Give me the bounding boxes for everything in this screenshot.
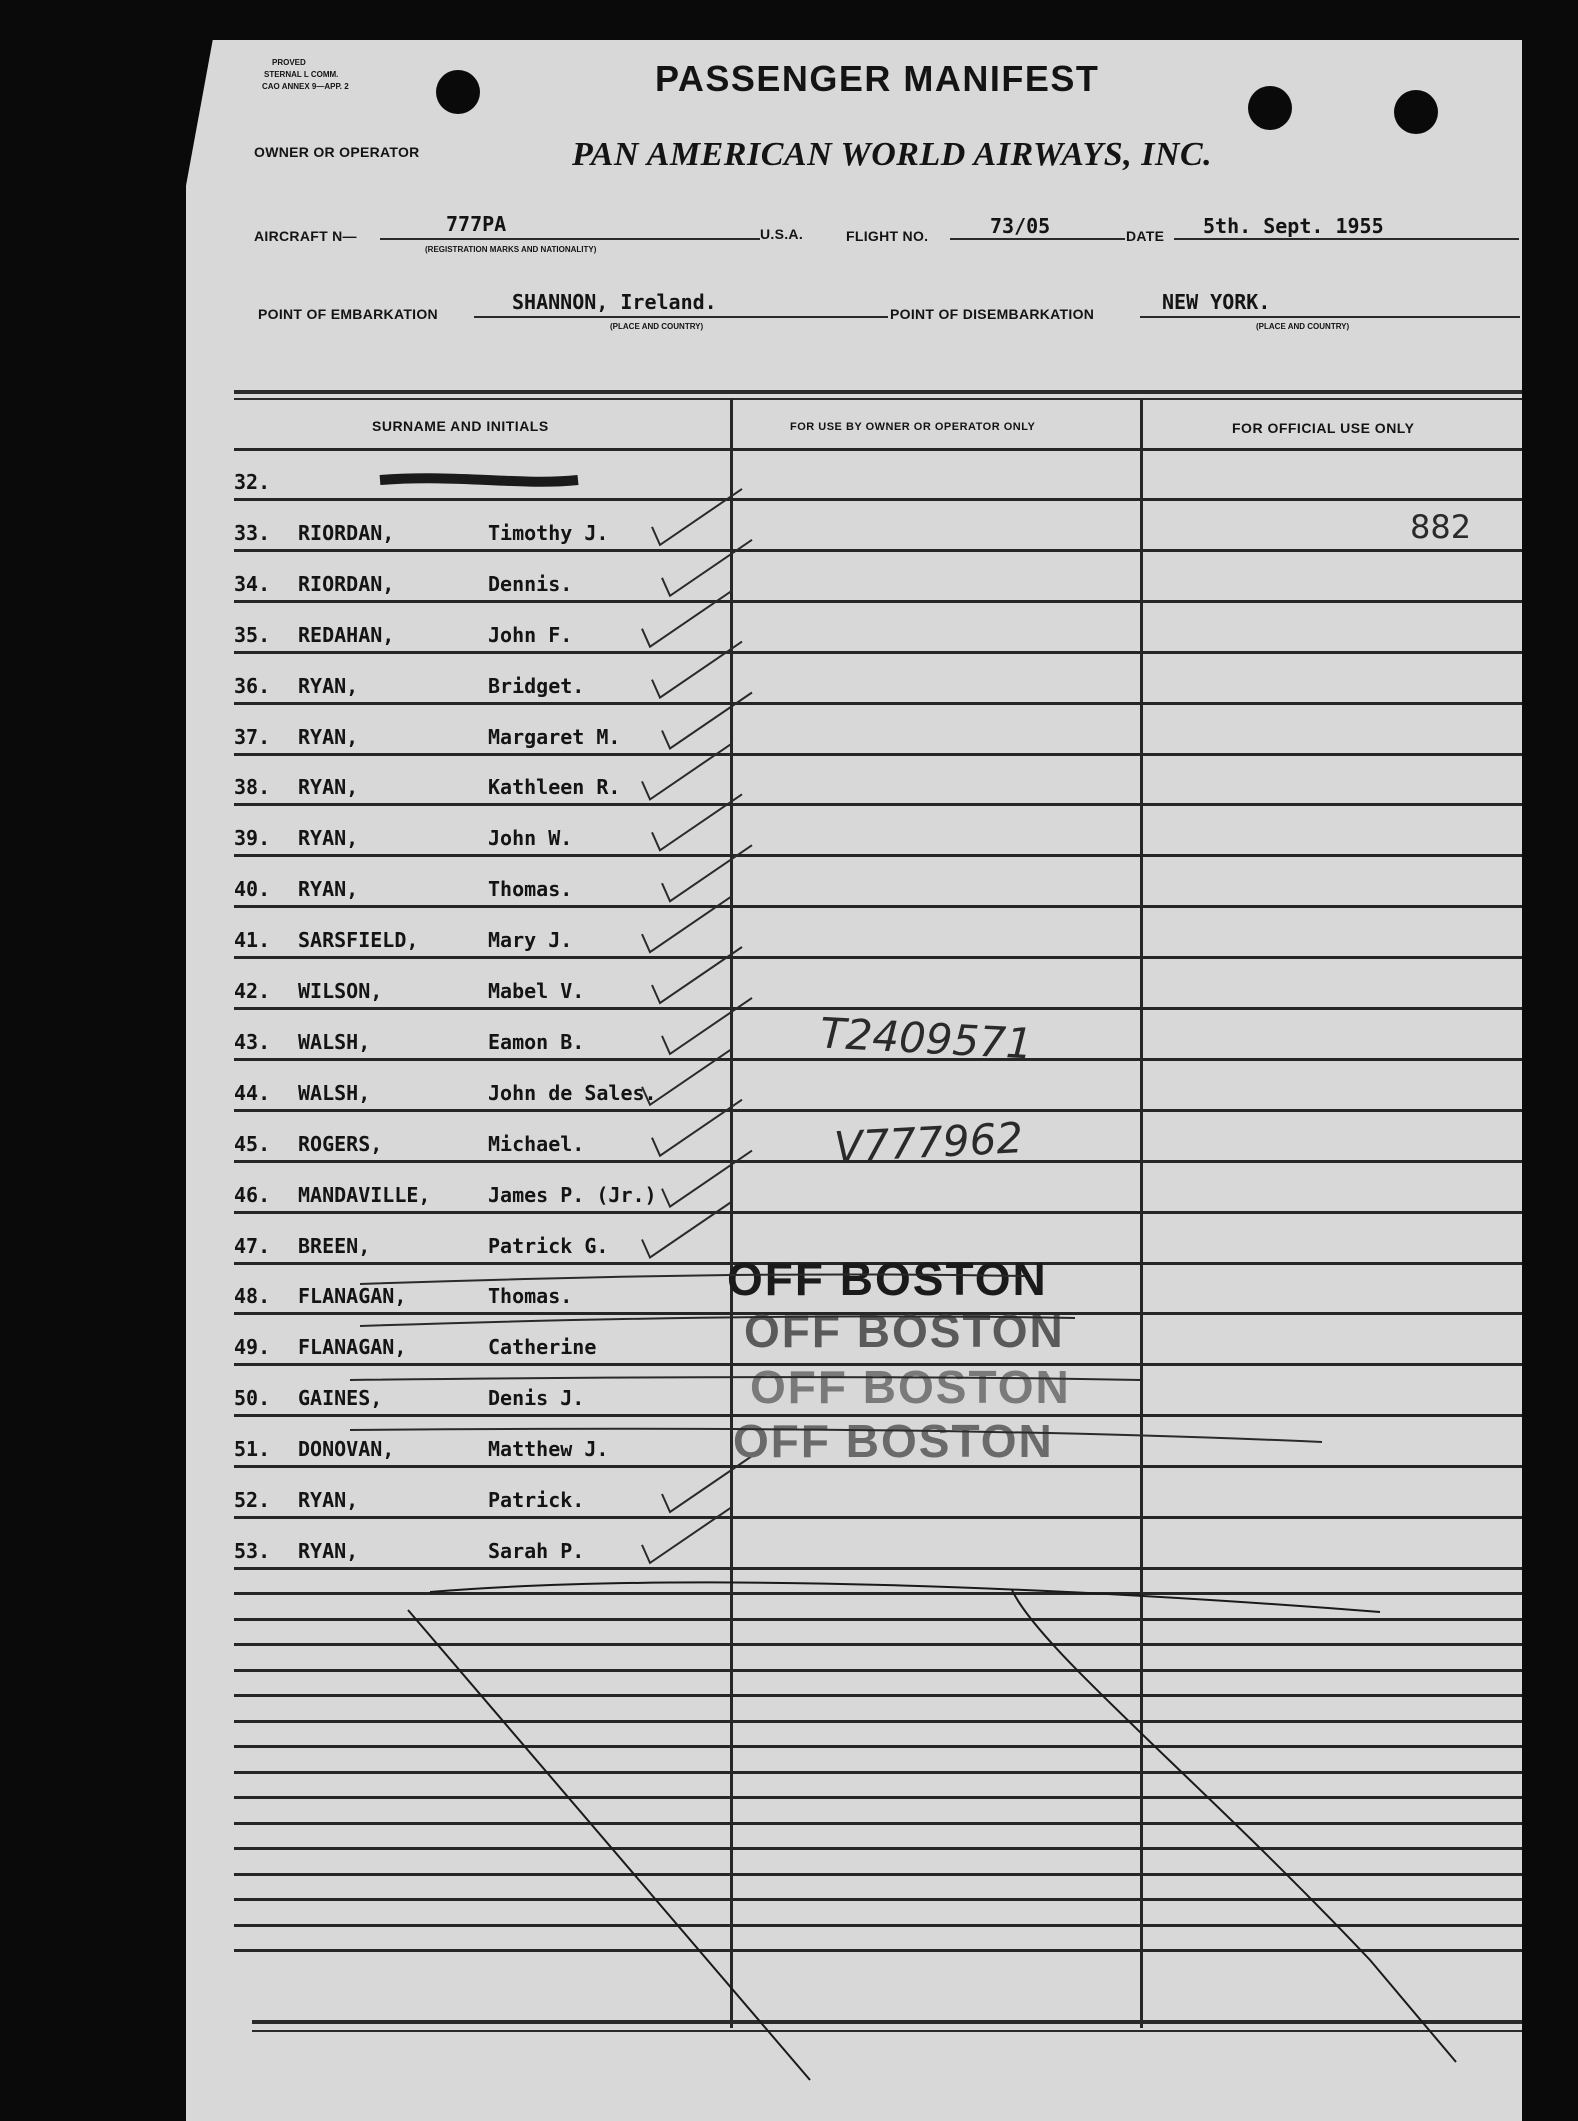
checkmark-icon [642,1049,732,1105]
disembarkation-value: NEW YORK. [1162,290,1271,314]
checkmark-icon [662,1151,752,1207]
row-number: 34. [234,571,271,596]
passenger-surname: REDAHAN, [298,622,395,647]
passenger-surname: RYAN, [298,1488,359,1512]
row-number: 50. [234,1386,271,1411]
passenger-initials: Kathleen R. [488,775,621,800]
passenger-surname: BREEN, [298,1233,371,1258]
column-header-surname: SURNAME AND INITIALS [372,418,549,434]
column-header-operator: FOR USE BY OWNER OR OPERATOR ONLY [790,421,1036,433]
passenger-surname: RYAN, [298,1538,359,1563]
owner-value: PAN AMERICAN WORLD AIRWAYS, INC. [572,136,1213,173]
checkmark-icon [652,489,742,545]
row-number: 41. [234,928,271,953]
row-number: 44. [234,1080,271,1105]
official-number: 882 [1410,508,1472,546]
passenger-initials: Mary J. [488,928,573,953]
embarkation-value: SHANNON, Ireland. [512,290,717,314]
table-bottom-rule [252,2030,1522,2032]
passenger-surname: WILSON, [298,979,383,1003]
approval-line: PROVED [272,58,306,67]
passenger-initials: Timothy J. [488,520,609,545]
page-title: PASSENGER MANIFEST [655,58,1100,99]
checkmark-icon [642,1202,732,1258]
passenger-surname: RIORDAN, [298,571,395,596]
passenger-initials: James P. (Jr.) [488,1182,657,1207]
passenger-surname: MANDAVILLE, [298,1182,431,1207]
off-boston-stamp: OFF BOSTON [744,1305,1065,1357]
checkmark-icon [662,693,752,749]
row-number: 40. [234,877,271,902]
checkmark-icon [662,998,752,1054]
embarkation-caption: (PLACE AND COUNTRY) [610,322,704,331]
checkmark-icon [652,1100,742,1156]
checkmark-icon [642,591,732,647]
row-number: 53. [234,1538,271,1563]
passenger-initials: John W. [488,826,573,851]
checkmark-icon [662,540,752,596]
date-label: DATE [1126,228,1165,244]
passenger-surname: RYAN, [298,877,359,902]
operator-note: V777962 [832,1113,1025,1172]
flight-label: FLIGHT NO. [846,228,929,244]
aircraft-label: AIRCRAFT N— [254,228,357,244]
passenger-initials: John de Sales. [488,1080,657,1105]
passenger-surname: WALSH, [298,1080,371,1105]
row-number: 49. [234,1335,271,1360]
row-number: 38. [234,775,271,800]
row-number: 48. [234,1284,271,1309]
passenger-initials: Matthew J. [488,1437,609,1462]
passenger-surname: RIORDAN, [298,520,395,545]
checkmark-icon [642,896,732,952]
row-number: 33. [234,520,271,545]
row-number: 42. [234,979,271,1003]
row-number: 39. [234,826,271,851]
row-number: 51. [234,1437,271,1462]
row-number: 45. [234,1131,271,1156]
passenger-surname: RYAN, [298,826,359,851]
passenger-initials: Margaret M. [488,724,621,749]
aircraft-caption: (REGISTRATION MARKS AND NATIONALITY) [425,245,597,254]
checkmark-icon [642,743,732,799]
row-number: 46. [234,1182,271,1207]
passenger-initials: Catherine [488,1335,597,1360]
passenger-initials: Mabel V. [488,979,585,1003]
passenger-surname: FLANAGAN, [298,1284,407,1309]
passenger-surname: FLANAGAN, [298,1335,407,1360]
passenger-surname: RYAN, [298,673,359,698]
passenger-initials: John F. [488,622,573,647]
checkmark-icon [652,947,742,1003]
passenger-surname: RYAN, [298,724,359,749]
passenger-initials: Patrick. [488,1488,585,1512]
off-boston-stamp: OFF BOSTON [733,1415,1054,1467]
passenger-initials: Michael. [488,1131,585,1156]
checkmark-icon [652,642,742,698]
passenger-surname: RYAN, [298,775,359,800]
passenger-surname: SARSFIELD, [298,928,419,953]
passenger-initials: Sarah P. [488,1538,585,1563]
passenger-surname: ROGERS, [298,1131,383,1156]
embarkation-label: POINT OF EMBARKATION [258,306,438,322]
passenger-initials: Denis J. [488,1386,585,1411]
off-boston-stamp: OFF BOSTON [727,1253,1048,1305]
row-number: 35. [234,622,271,647]
row-number: 32. [234,470,271,494]
passenger-initials: Thomas. [488,877,573,902]
checkmark-icon [642,1507,732,1563]
approval-line: STERNAL L COMM. [264,70,339,79]
row-number: 47. [234,1233,271,1258]
row-number: 52. [234,1488,271,1512]
passenger-initials: Thomas. [488,1284,573,1309]
usa-label: U.S.A. [760,226,804,242]
disembarkation-caption: (PLACE AND COUNTRY) [1256,322,1350,331]
passenger-initials: Patrick G. [488,1233,609,1258]
passenger-initials: Eamon B. [488,1029,585,1054]
passenger-surname: GAINES, [298,1386,383,1411]
passenger-initials: Dennis. [488,571,573,596]
row-number: 36. [234,673,271,698]
owner-label: OWNER OR OPERATOR [254,144,420,160]
flight-value: 73/05 [990,214,1051,238]
off-boston-stamp: OFF BOSTON [750,1361,1071,1413]
aircraft-value: 777PA [446,212,507,236]
passenger-initials: Bridget. [488,673,585,698]
checkmark-icon [662,845,752,901]
date-value: 5th. Sept. 1955 [1203,214,1384,238]
passenger-surname: WALSH, [298,1029,371,1054]
table-bottom-rule [252,2020,1522,2024]
row-number: 37. [234,724,271,749]
disembarkation-label: POINT OF DISEMBARKATION [890,306,1095,322]
checkmark-icon [652,794,742,850]
passenger-surname: DONOVAN, [298,1437,395,1462]
row-number: 43. [234,1029,271,1054]
approval-line: CAO ANNEX 9—APP. 2 [262,82,349,91]
column-header-official: FOR OFFICIAL USE ONLY [1232,420,1415,436]
operator-note: T2409571 [818,1008,1034,1069]
